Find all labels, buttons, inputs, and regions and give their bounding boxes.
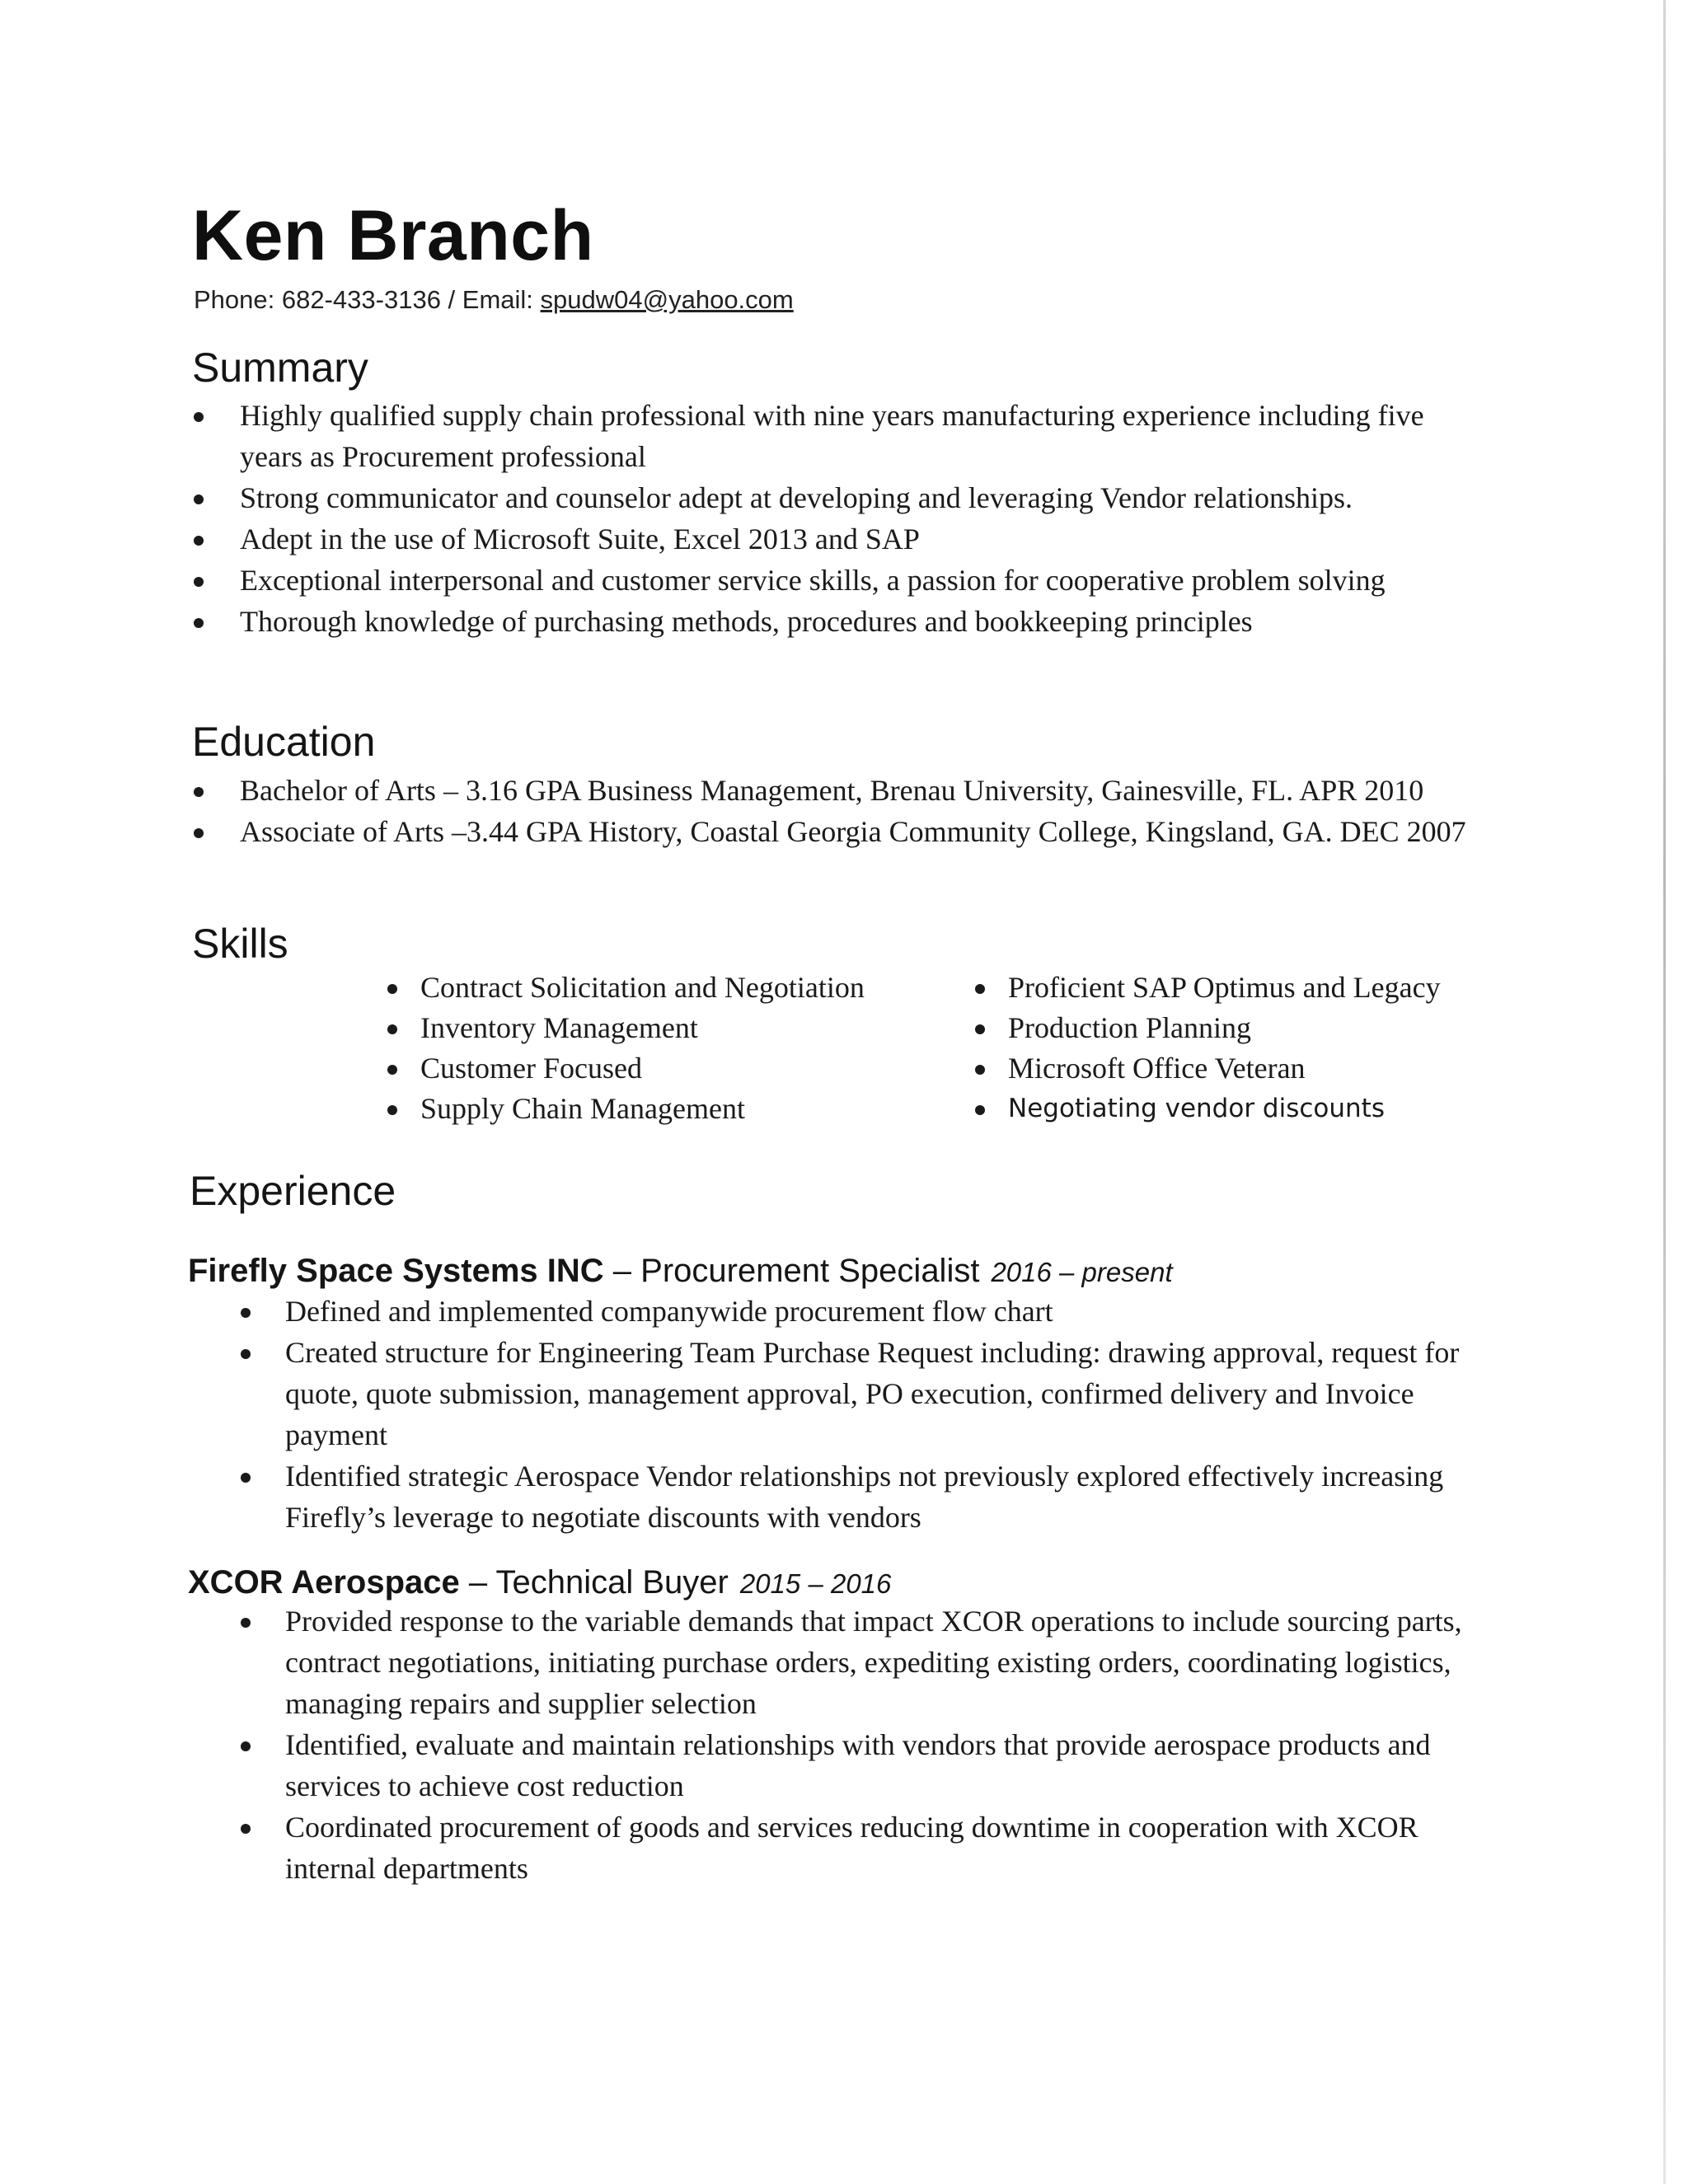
list-item: Identified, evaluate and maintain relationships with vendors that provide aerospace products and services to achieve cost reduction: [239, 1724, 1475, 1807]
summary-heading: Summary: [192, 344, 368, 391]
list-item: Bachelor of Arts – 3.16 GPA Business Management, Brenau University, Gainesville, FL. APR 2010: [192, 770, 1486, 811]
skill-item: Supply Chain Management: [387, 1089, 865, 1129]
list-item: Thorough knowledge of purchasing methods, procedures and bookkeeping principles: [192, 601, 1478, 642]
skill-item: Negotiating vendor discounts: [975, 1089, 1441, 1129]
education-list: [192, 770, 1486, 852]
list-item: Created structure for Engineering Team Purchase Request including: drawing approval, request for quote, quote submission, management approval, PO execution, confirmed delivery and Invoice payment: [239, 1332, 1475, 1455]
experience-heading: Experience: [190, 1168, 396, 1214]
job-title-line: [188, 1253, 1173, 1290]
phone-label: Phone:: [194, 285, 282, 314]
job-role: Technical Buyer: [495, 1564, 729, 1601]
list-item: Associate of Arts –3.44 GPA History, Coastal Georgia Community College, Kingsland, GA. DEC 2007: [192, 811, 1486, 852]
title-dash: –: [603, 1253, 641, 1289]
list-item: Identified strategic Aerospace Vendor relationships not previously explored effectively increasing Firefly’s leverage to negotiate discounts with vendors: [239, 1455, 1475, 1538]
list-item: Provided response to the variable demands that impact XCOR operations to include sourcing parts, contract negotiations, initiating purchase orders, expediting existing orders, coordinating logistics, managing repairs and supplier selection: [239, 1601, 1475, 1724]
company-name: Firefly Space Systems INC: [188, 1253, 604, 1289]
job-role: Procurement Specialist: [640, 1253, 980, 1289]
skill-item: Customer Focused: [387, 1048, 865, 1089]
list-item: Exceptional interpersonal and customer service skills, a passion for cooperative problem solving: [192, 560, 1478, 601]
list-item: Highly qualified supply chain professional with nine years manufacturing experience including five years as Procurement professional: [192, 395, 1478, 477]
email-link[interactable]: spudw04@yahoo.com: [540, 285, 794, 314]
skill-item: Contract Solicitation and Negotiation: [387, 968, 865, 1008]
skills-left-column: [387, 968, 865, 1129]
list-item: Coordinated procurement of goods and services reducing downtime in cooperation with XCOR internal departments: [239, 1807, 1475, 1889]
skill-item: Proficient SAP Optimus and Legacy: [975, 968, 1441, 1008]
job-bullets: [239, 1601, 1475, 1889]
contact-line: [194, 285, 794, 315]
skill-item: Production Planning: [975, 1008, 1441, 1048]
title-dash: –: [459, 1564, 496, 1601]
skill-item: Microsoft Office Veteran: [975, 1048, 1441, 1089]
company-name: XCOR Aerospace: [188, 1564, 460, 1601]
phone-number: 682-433-3136: [281, 285, 441, 314]
list-item: Defined and implemented companywide procurement flow chart: [239, 1291, 1475, 1332]
skills-right-column: [975, 968, 1441, 1129]
scan-page-edge: [1663, 0, 1666, 2184]
job-title-line: [188, 1564, 891, 1601]
job-bullets: [239, 1291, 1475, 1538]
list-item: Strong communicator and counselor adept at developing and leveraging Vendor relationships.: [192, 477, 1478, 518]
job-dates: 2015 – 2016: [739, 1568, 892, 1599]
skill-item: Inventory Management: [387, 1008, 865, 1048]
job-dates: 2016 – present: [991, 1257, 1173, 1287]
email-label: Email:: [462, 285, 541, 314]
list-item: Adept in the use of Microsoft Suite, Excel 2013 and SAP: [192, 518, 1478, 560]
contact-separator: /: [440, 285, 462, 314]
education-heading: Education: [192, 719, 376, 765]
candidate-name: Ken Branch: [192, 196, 594, 275]
skills-heading: Skills: [192, 921, 288, 967]
summary-list: [192, 395, 1478, 642]
